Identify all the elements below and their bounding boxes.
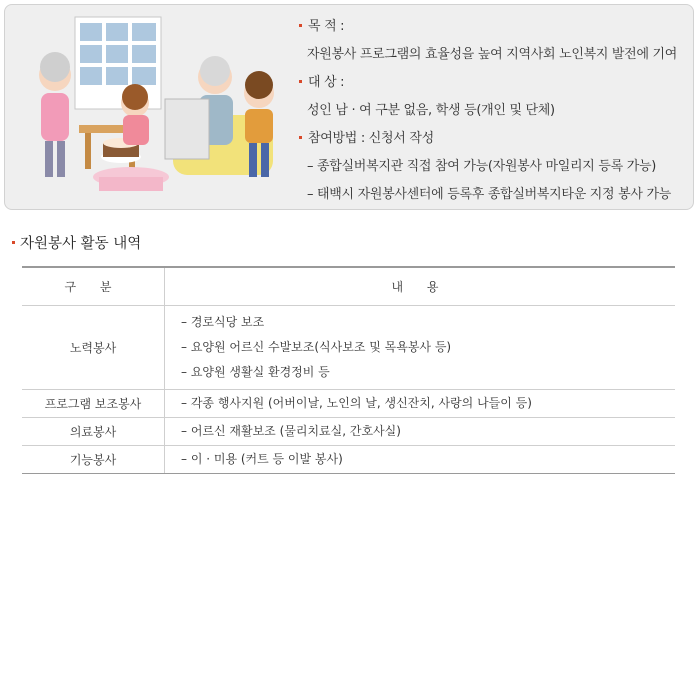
- content-item: – 각종 행사지원 (어버이날, 노인의 날, 생신잔치, 사랑의 나들이 등): [181, 396, 532, 410]
- category-cell: 프로그램 보조봉사: [22, 390, 165, 418]
- family-illustration: [23, 15, 285, 201]
- content-cell: [165, 390, 676, 418]
- column-header-category: 구 분: [22, 267, 165, 306]
- table-row: [22, 418, 675, 446]
- table-header-row: [22, 267, 675, 306]
- category-cell: 의료봉사: [22, 418, 165, 446]
- table-row: [22, 390, 675, 418]
- method-item: – 종합실버복지관 직접 참여 가능(자원봉사 마일리지 등록 가능): [307, 159, 657, 174]
- content-item: – 어르신 재활보조 (물리치료실, 간호사실): [181, 424, 401, 438]
- activity-table: [22, 266, 675, 474]
- bullet-icon: [299, 80, 302, 83]
- method-label: 참여방법 : 신청서 작성: [308, 131, 434, 146]
- bullet-icon: [299, 136, 302, 139]
- target-label: 대 상 :: [308, 75, 345, 90]
- category-cell: 기능봉사: [22, 446, 165, 474]
- method-heading: [295, 127, 434, 146]
- content-cell: [165, 446, 676, 474]
- category-cell: 노력봉사: [22, 306, 165, 390]
- target-heading: [295, 71, 344, 90]
- content-item: – 경로식당 보조: [181, 315, 265, 329]
- content-item: – 요양원 생활실 환경정비 등: [181, 365, 330, 379]
- section-title-text: 자원봉사 활동 내역: [20, 236, 142, 252]
- purpose-text: 자원봉사 프로그램의 효율성을 높여 지역사회 노인복지 발전에 기여: [307, 47, 678, 62]
- content-item: – 이 · 미용 (커트 등 이발 봉사): [181, 452, 343, 466]
- content-item: – 요양원 어르신 수발보조(식사보조 및 목욕봉사 등): [181, 340, 452, 354]
- section-title: [12, 232, 141, 253]
- table-row: [22, 306, 675, 390]
- content-cell: [165, 306, 676, 390]
- bullet-icon: [299, 24, 302, 27]
- target-text: 성인 남 · 여 구분 없음, 학생 등(개인 및 단체): [307, 103, 555, 118]
- method-item: – 태백시 자원봉사센터에 등록후 종합실버복지타운 지정 봉사 가능: [307, 187, 671, 202]
- bullet-icon: [12, 241, 15, 244]
- purpose-label: 목 적 :: [308, 19, 345, 34]
- table-row: [22, 446, 675, 474]
- intro-box: [4, 4, 694, 210]
- purpose-heading: [295, 15, 344, 34]
- content-cell: [165, 418, 676, 446]
- column-header-content: 내 용: [165, 267, 676, 306]
